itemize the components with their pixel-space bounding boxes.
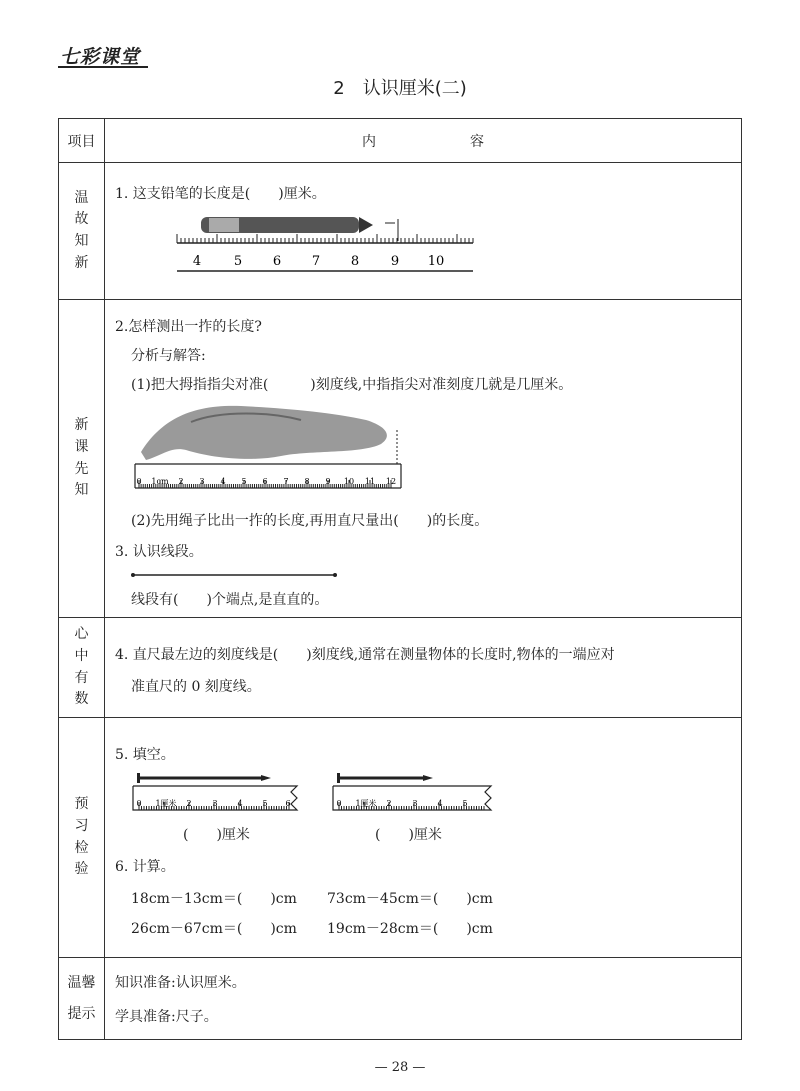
section-row-preview-check xyxy=(59,718,742,958)
step-2: (2)先用绳子比出一拃的长度,再用直尺量出( )的长度。 xyxy=(131,513,489,529)
ruler1-tick-label: 6 xyxy=(272,254,282,269)
section-row-key-points xyxy=(59,618,742,718)
section-label-review xyxy=(59,163,105,300)
question-5: 5. 填空。 xyxy=(115,747,175,763)
question-4-line2: 准直尺的 0 刻度线。 xyxy=(131,679,261,695)
ruler2-tick-label: 5 xyxy=(241,477,247,486)
lesson-table xyxy=(58,118,742,1040)
ruler4-tick-label: 0 xyxy=(336,799,342,808)
question-6: 6. 计算。 xyxy=(115,859,175,875)
section-label-tips xyxy=(59,958,105,1040)
ruler2-tick-label: 9 xyxy=(325,477,331,486)
question-3: 3. 认识线段。 xyxy=(115,544,203,560)
ruler2-tick-label: 1cm xyxy=(151,477,169,486)
page-title xyxy=(0,74,800,100)
question-1: 1. 这支铅笔的长度是( )厘米。 xyxy=(115,186,326,202)
lesson-title: 认识厘米(二) xyxy=(362,78,467,99)
ruler2-tick-label: 6 xyxy=(262,477,268,486)
ruler1-tick-label: 9 xyxy=(390,254,400,269)
ruler1-tick-label: 8 xyxy=(350,254,360,269)
ruler3-tick-label: 6 xyxy=(285,799,291,808)
ruler3-tick-label: 4 xyxy=(237,799,243,808)
section-label-text: 温故知新 xyxy=(74,189,89,271)
ruler4-tick-label: 4 xyxy=(437,799,443,808)
ruler1-tick-label: 10 xyxy=(427,254,445,269)
pencil-ruler-figure xyxy=(175,215,475,275)
lesson-number: 2 xyxy=(333,78,345,99)
ruler1-tick-label: 5 xyxy=(233,254,243,269)
ruler2-tick-label: 2 xyxy=(178,477,184,486)
section-row-review xyxy=(59,163,742,300)
line-segment-figure xyxy=(131,570,341,580)
section-row-new-lesson xyxy=(59,300,742,618)
brand-underline xyxy=(58,66,148,68)
ruler3-tick-label: 3 xyxy=(212,799,218,808)
ruler2-tick-label: 10 xyxy=(343,477,355,486)
step-1: (1)把大拇指指尖对准( )刻度线,中指指尖对准刻度几就是几厘米。 xyxy=(131,377,573,393)
answer-1: ( )厘米 xyxy=(183,827,250,843)
section-label-text: 预习检验 xyxy=(74,796,89,878)
section-label-preview-check xyxy=(59,718,105,958)
ruler4-tick-label: 2 xyxy=(386,799,392,808)
nail-ruler-figure-1 xyxy=(131,772,306,816)
header-content xyxy=(105,119,742,163)
header-content-label: 内 容 xyxy=(362,133,524,150)
section-content-tips xyxy=(105,958,742,1040)
brand-logo: 七彩课堂 xyxy=(60,46,141,68)
ruler2-tick-label: 0 xyxy=(136,477,142,486)
header-item: 项目 xyxy=(59,119,105,163)
section-label-new-lesson xyxy=(59,300,105,618)
ruler2-tick-label: 8 xyxy=(304,477,310,486)
ruler2-tick-label: 11 xyxy=(364,477,376,486)
section-content-preview-check xyxy=(105,718,742,958)
answer-2: ( )厘米 xyxy=(375,827,442,843)
ruler2-tick-label: 12 xyxy=(385,477,397,486)
ruler2-tick-label: 4 xyxy=(220,477,226,486)
ruler3-tick-label: 0 xyxy=(136,799,142,808)
analysis-label: 分析与解答: xyxy=(131,348,206,364)
tip-1: 知识准备:认识厘米。 xyxy=(115,975,246,991)
ruler3-tick-label: 1厘米 xyxy=(155,799,177,808)
question-4-line1: 4. 直尺最左边的刻度线是( )刻度线,通常在测量物体的长度时,物体的一端应对 xyxy=(115,647,615,663)
ruler3-tick-label: 2 xyxy=(186,799,192,808)
ruler1-tick-label: 4 xyxy=(192,254,202,269)
calc-item: 73cm－45cm＝( )cm xyxy=(327,891,493,907)
calc-item: 18cm－13cm＝( )cm xyxy=(131,891,297,907)
ruler4-tick-label: 1厘米 xyxy=(355,799,377,808)
ruler2-tick-label: 7 xyxy=(283,477,289,486)
section-label-text: 心中有数 xyxy=(74,626,89,708)
section-label-text: 温馨提示 xyxy=(67,974,96,1022)
calc-item: 19cm－28cm＝( )cm xyxy=(327,921,493,937)
ruler4-tick-label: 3 xyxy=(412,799,418,808)
table-header-row xyxy=(59,119,742,163)
ruler4-tick-label: 5 xyxy=(462,799,468,808)
ruler2-tick-label: 3 xyxy=(199,477,205,486)
section-label-key-points xyxy=(59,618,105,718)
nail-ruler-figure-2 xyxy=(331,772,506,816)
section-content-new-lesson xyxy=(105,300,742,618)
segment-description: 线段有( )个端点,是直直的。 xyxy=(131,592,329,608)
hand-span-figure xyxy=(131,400,411,500)
section-content-review xyxy=(105,163,742,300)
page-number: — 28 — xyxy=(374,1060,426,1075)
question-2: 2.怎样测出一拃的长度? xyxy=(115,319,262,335)
tip-2: 学具准备:尺子。 xyxy=(115,1009,218,1025)
ruler1-tick-label: 7 xyxy=(311,254,321,269)
section-label-text: 新课先知 xyxy=(74,417,89,499)
ruler3-tick-label: 5 xyxy=(262,799,268,808)
section-content-key-points xyxy=(105,618,742,718)
calc-item: 26cm－67cm＝( )cm xyxy=(131,921,297,937)
section-row-tips xyxy=(59,958,742,1040)
